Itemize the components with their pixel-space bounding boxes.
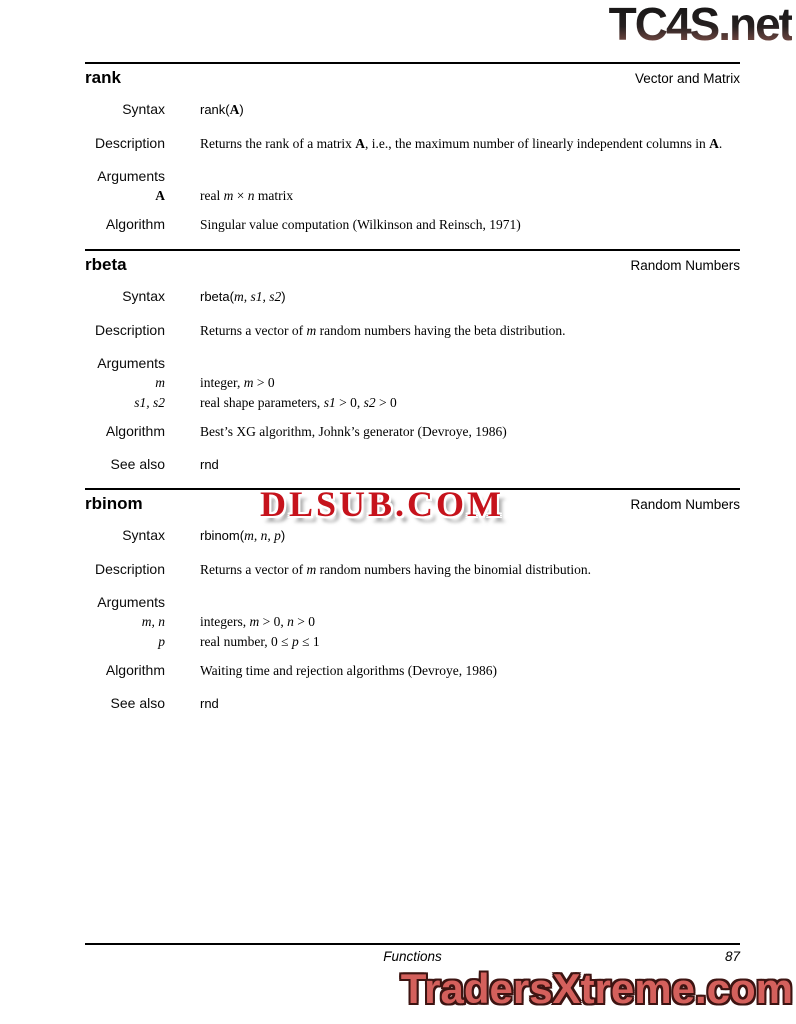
syntax-open-paren: ( [225,102,230,117]
tc4s-watermark-logo: TC4S.net [608,0,792,50]
argument-name: m [155,375,165,390]
section-rank [85,62,740,233]
arguments-header-row [85,594,740,610]
syntax-code [200,527,740,545]
page-footer [85,943,740,964]
page-content [85,62,740,727]
see-also-row [85,456,740,472]
section-rank-header [85,62,740,88]
see-also-text: rnd [200,696,219,711]
see-also-label: See also [110,456,165,472]
see-also-label: See also [110,695,165,711]
argument-row [85,375,740,391]
syntax-code [200,101,740,119]
syntax-label: Syntax [122,288,165,304]
syntax-row [85,101,740,119]
description-text: Returns a vector of m random numbers having the beta distribution. [200,323,566,338]
algorithm-text: Best’s XG algorithm, Johnk’s generator (Devroye, 1986) [200,424,507,439]
syntax-open-paren: ( [239,528,245,543]
arguments-header-row [85,168,740,184]
description-row [85,561,740,578]
syntax-close-paren: ) [280,528,286,543]
arguments-label: Arguments [97,594,165,610]
description-row [85,135,740,152]
arguments-block [85,355,740,411]
description-row [85,322,740,339]
syntax-close-paren: ) [239,102,244,117]
algorithm-label: Algorithm [105,423,165,439]
syntax-close-paren: ) [281,289,286,304]
section-rbeta [85,249,740,472]
syntax-label: Syntax [122,101,165,117]
argument-desc: integer, m > 0 [200,375,275,390]
algorithm-label: Algorithm [105,662,165,678]
syntax-row [85,288,740,306]
category-label: Random Numbers [630,258,740,273]
argument-row [85,614,740,630]
syntax-row [85,527,740,545]
syntax-open-paren: ( [229,289,234,304]
see-also-row [85,695,740,711]
argument-row [85,634,740,650]
syntax-label: Syntax [122,527,165,543]
category-label: Vector and Matrix [634,71,740,86]
syntax-args: m, n, p [244,528,281,543]
algorithm-row [85,216,740,233]
arguments-label: Arguments [97,355,165,371]
argument-desc: real number, 0 ≤ p ≤ 1 [200,634,320,649]
argument-row [85,395,740,411]
function-name-heading: rbeta [85,255,127,274]
see-also-text: rnd [200,457,219,472]
description-text: Returns a vector of m random numbers having the binomial distribution. [200,562,592,577]
algorithm-row [85,662,740,679]
arguments-header-row [85,355,740,371]
algorithm-label: Algorithm [105,216,165,232]
function-name-heading: rank [85,68,121,87]
tradersxtreme-watermark-logo: TradersXtreme.com [400,965,793,1012]
argument-name: A [155,188,165,203]
function-name-heading: rbinom [85,494,143,513]
footer-chapter-title: Functions [383,949,442,964]
syntax-code [200,288,740,306]
description-label: Description [94,561,165,577]
argument-desc: real m × n matrix [200,188,294,203]
syntax-fn: rbeta [200,289,230,304]
dlsub-watermark-logo: DLSUB.COM [260,484,505,524]
argument-name: m, n [141,614,165,629]
argument-desc: real shape parameters, s1 > 0, s2 > 0 [200,395,397,410]
description-label: Description [94,322,165,338]
arguments-label: Arguments [97,168,165,184]
algorithm-text: Waiting time and rejection algorithms (Devroye, 1986) [200,663,497,678]
argument-name: s1, s2 [134,395,165,410]
algorithm-row [85,423,740,440]
syntax-fn: rbinom [200,528,240,543]
description-label: Description [94,135,165,151]
description-text: Returns the rank of a matrix A, i.e., the maximum number of linearly independent columns in A. [200,136,723,151]
argument-name: p [158,634,165,649]
footer-line [85,949,740,964]
argument-row [85,188,740,204]
arguments-block [85,594,740,650]
arguments-block [85,168,740,204]
syntax-args: m, s1, s2 [233,289,282,304]
syntax-args: A [229,102,240,117]
footer-page-number: 87 [724,949,740,964]
syntax-fn: rank [200,102,226,117]
argument-desc: integers, m > 0, n > 0 [200,614,315,629]
category-label: Random Numbers [630,497,740,512]
section-rbeta-header [85,249,740,275]
algorithm-text: Singular value computation (Wilkinson and Reinsch, 1971) [200,217,521,232]
